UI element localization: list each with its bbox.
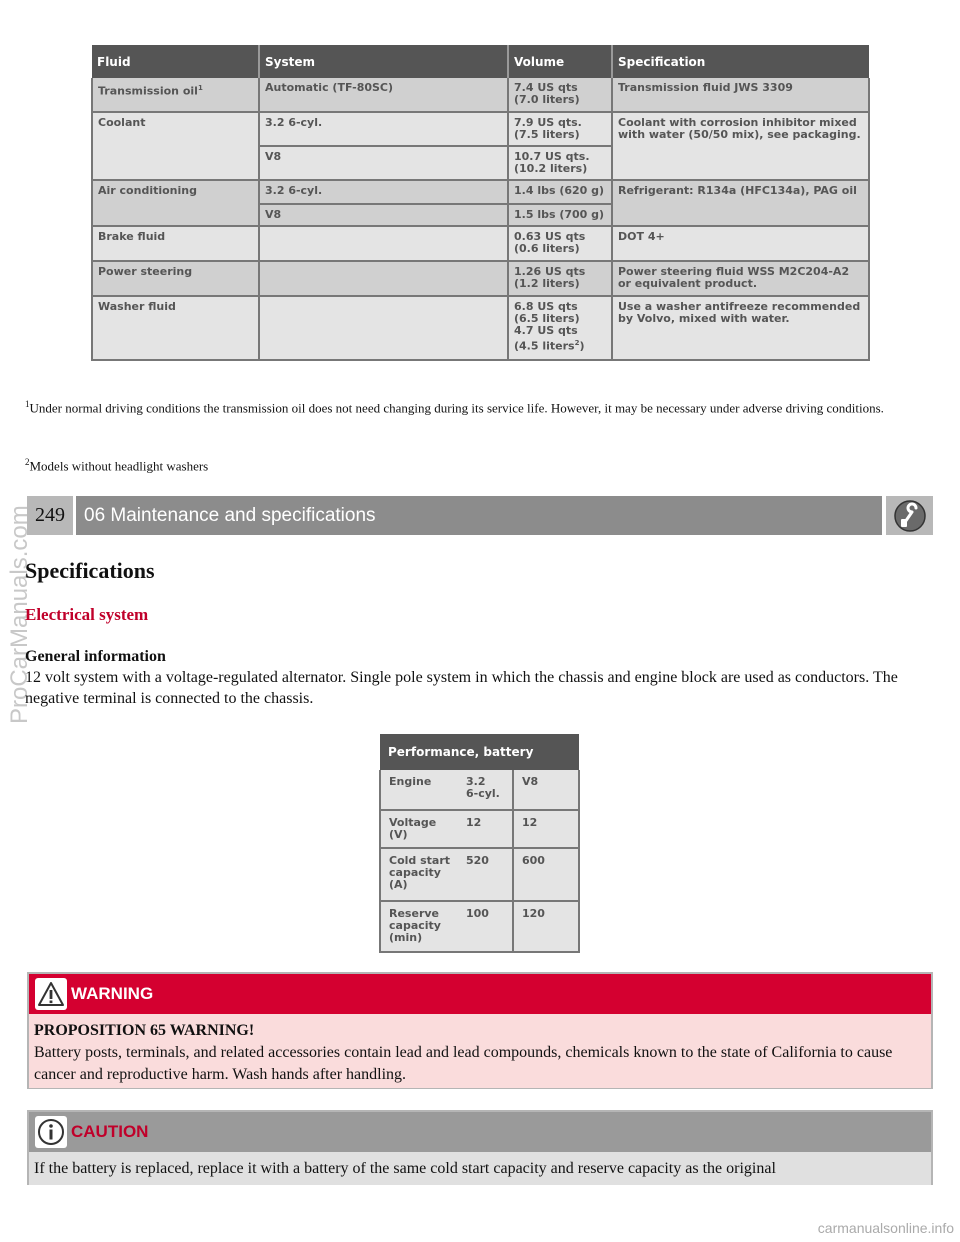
header-system: System: [259, 45, 508, 78]
warning-header: [29, 974, 931, 1014]
cell-fluid: Brake fluid: [92, 226, 259, 261]
cell-system: 3.2 6-cyl.: [259, 112, 508, 146]
cell-system: [259, 296, 508, 360]
side-watermark: ProCarManuals.com: [6, 505, 33, 724]
cell-system: V8: [259, 204, 508, 226]
cell-system: V8: [259, 146, 508, 180]
table-row: [380, 770, 579, 810]
cell-spec: Coolant with corrosion inhibitor mixed with water (50/50 mix), see packaging.: [612, 112, 869, 180]
cell-spec: Power steering fluid WSS M2C204-A2 or equivalent product.: [612, 261, 869, 296]
cell-volume: 0.63 US qts (0.6 liters): [508, 226, 612, 261]
warning-box: [27, 972, 933, 1089]
cell-spec: Transmission fluid JWS 3309: [612, 78, 869, 112]
cell-label: Cold start capacity (A): [380, 848, 458, 901]
cell-spec: DOT 4+: [612, 226, 869, 261]
header-volume: Volume: [508, 45, 612, 78]
cell-volume: 1.4 lbs (620 g): [508, 180, 612, 204]
cell-fluid: Washer fluid: [92, 296, 259, 360]
cell-volume: 7.9 US qts. (7.5 liters): [508, 112, 612, 146]
general-information-text: 12 volt system with a voltage-regulated alternator. Single pole system in which the chassis and engine block are used as conductors. The negative terminal is connected to the chassis.: [25, 669, 898, 707]
cell-system: 3.2 6-cyl.: [259, 180, 508, 204]
caution-body: [29, 1152, 931, 1185]
table-row: [92, 78, 869, 112]
caution-box: [27, 1110, 933, 1185]
table-row: [380, 810, 579, 848]
fluid-specifications-table: [91, 45, 870, 361]
cell-fluid: Air conditioning: [92, 180, 259, 226]
table-row: [92, 296, 869, 360]
table-header-row: [380, 734, 579, 770]
table-row: [380, 848, 579, 901]
cell-label: Reserve capacity (min): [380, 901, 458, 952]
cell-fluid: Power steering: [92, 261, 259, 296]
cell-system: Automatic (TF-80SC): [259, 78, 508, 112]
cell-volume: 1.5 lbs (700 g): [508, 204, 612, 226]
caution-label: CAUTION: [71, 1122, 149, 1141]
cell-value: V8: [513, 770, 579, 810]
table-row: [92, 261, 869, 296]
cell-volume: 1.26 US qts (1.2 liters): [508, 261, 612, 296]
subsection-heading: Electrical system: [25, 605, 149, 624]
cell-value: 520: [458, 848, 513, 901]
cell-system: [259, 226, 508, 261]
info-icon: [35, 1116, 67, 1148]
cell-volume: 6.8 US qts (6.5 liters) 4.7 US qts (4.5 liters$^2$): [508, 296, 612, 360]
cell-label: Engine: [380, 770, 458, 810]
table-row: [380, 901, 579, 952]
warning-label: WARNING: [71, 984, 154, 1003]
page-number: 249: [27, 496, 73, 535]
cell-value: 600: [513, 848, 579, 901]
site-watermark: carmanualsonline.info: [817, 1220, 954, 1236]
wrench-icon: [886, 496, 933, 535]
section-heading: Specifications: [25, 558, 155, 583]
table-row: [92, 112, 869, 146]
caution-header: [29, 1112, 931, 1152]
cell-spec: Refrigerant: R134a (HFC134a), PAG oil: [612, 180, 869, 226]
cell-value: 100: [458, 901, 513, 952]
footnote-2: $^2$Models without headlight washers: [25, 457, 209, 474]
header-specification: Specification: [612, 45, 869, 78]
cell-value: 12: [513, 810, 579, 848]
battery-table-title: Performance, battery: [380, 734, 579, 770]
table-row: [92, 180, 869, 204]
chapter-bar: [27, 496, 933, 535]
caution-text: If the battery is replaced, replace it with a battery of the same cold start capacity and reserve capacity as the original: [34, 1160, 776, 1177]
warning-body: [29, 1014, 931, 1088]
cell-system: [259, 261, 508, 296]
cell-fluid: Transmission oil$^1$: [92, 78, 259, 112]
cell-volume: 10.7 US qts. (10.2 liters): [508, 146, 612, 180]
battery-performance-table: [379, 734, 580, 953]
table-row: [92, 226, 869, 261]
cell-volume: 7.4 US qts (7.0 liters): [508, 78, 612, 112]
table-header-row: [92, 45, 869, 78]
paragraph-heading: General information: [25, 648, 166, 665]
header-fluid: Fluid: [92, 45, 259, 78]
cell-spec: Use a washer antifreeze recommended by Volvo, mixed with water.: [612, 296, 869, 360]
footnote-1: $^1$Under normal driving conditions the transmission oil does not need changing during its service life. However, it may be necessary under adverse driving conditions.: [25, 399, 884, 416]
cell-value: 120: [513, 901, 579, 952]
cell-label: Voltage (V): [380, 810, 458, 848]
cell-fluid: Coolant: [92, 112, 259, 180]
warning-title: PROPOSITION 65 WARNING!: [34, 1022, 255, 1039]
cell-value: 12: [458, 810, 513, 848]
cell-value: 3.2 6-cyl.: [458, 770, 513, 810]
chapter-title: 06 Maintenance and specifications: [76, 496, 882, 535]
warning-text: Battery posts, terminals, and related accessories contain lead and lead compounds, chemicals known to the state of California to cause cancer and reproductive harm. Wash hands after handling.: [34, 1044, 893, 1083]
warning-triangle-icon: [35, 978, 67, 1010]
